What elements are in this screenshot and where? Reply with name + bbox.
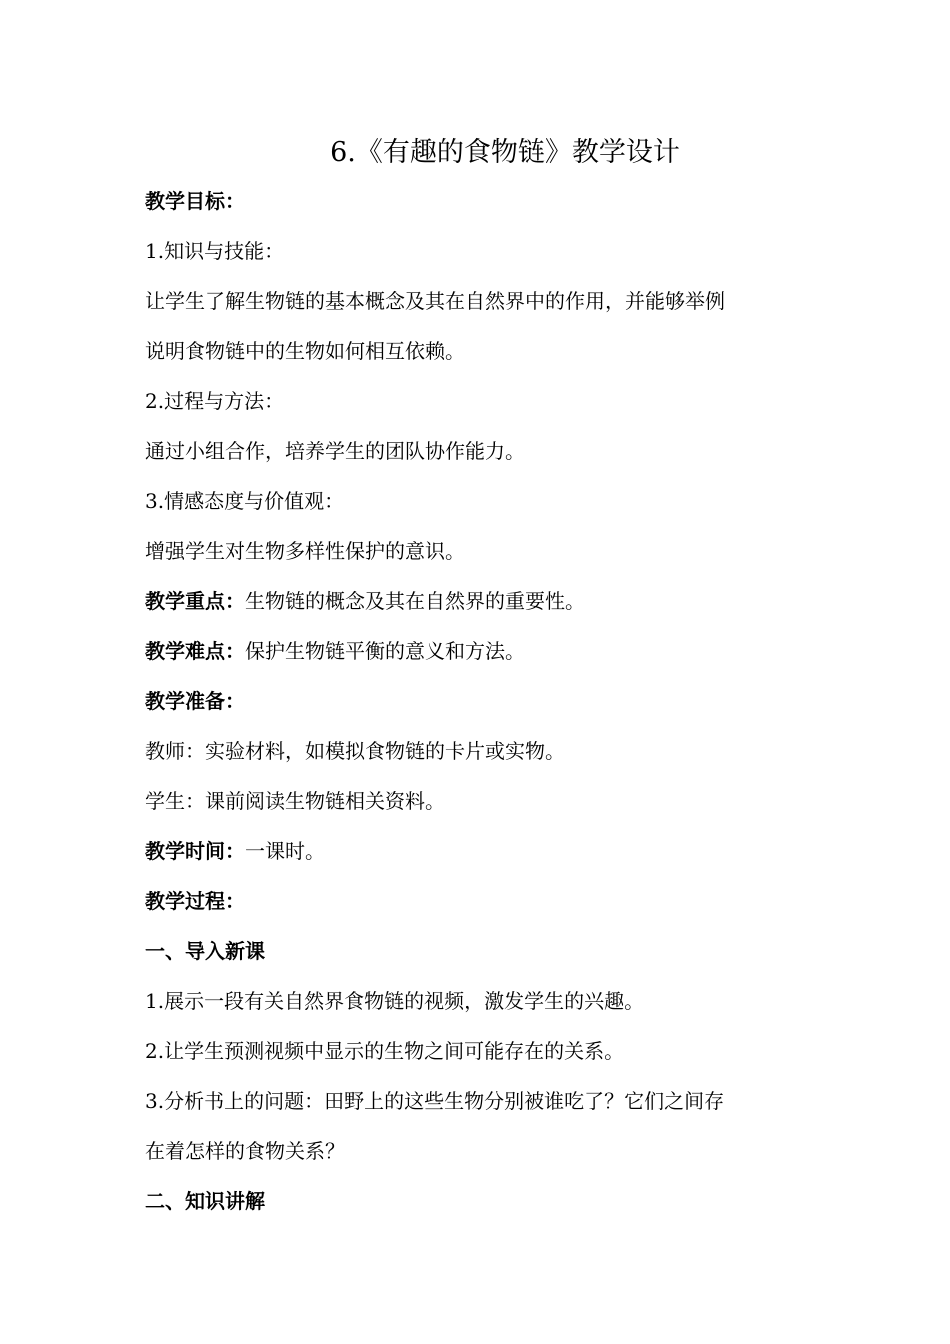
line-text: 2.过程与方法： [145,389,285,413]
line-label: 教学难点： [145,639,245,663]
list-item [145,1086,815,1116]
line-text: 教师：实验材料，如模拟食物链的卡片或实物。 [145,739,565,763]
line-text: 1.展示一段有关自然界食物链的视频，激发学生的兴趣。 [145,989,645,1013]
heading-teaching-time [145,836,815,866]
paragraph-line [145,736,815,766]
paragraph-line [145,536,815,566]
subheading-attitude-values [145,486,815,516]
line-text: 3.分析书上的问题：田野上的这些生物分别被谁吃了？它们之间存 [145,1089,725,1113]
section-heading-knowledge [145,1186,815,1216]
list-item [145,1036,815,1066]
line-label: 教学准备： [145,689,245,713]
paragraph-line [145,436,815,466]
line-label: 教学目标： [145,189,245,213]
list-item [145,986,815,1016]
line-text: 在着怎样的食物关系？ [145,1139,345,1163]
line-text: 3.情感态度与价值观： [145,489,345,513]
line-label: 教学过程： [145,889,245,913]
line-text: 保护生物链平衡的意义和方法。 [245,639,525,663]
line-text: 2.让学生预测视频中显示的生物之间可能存在的关系。 [145,1039,625,1063]
section-heading-introduction [145,936,815,966]
subheading-process-method [145,386,815,416]
line-text: 说明食物链中的生物如何相互依赖。 [145,339,465,363]
line-text: 增强学生对生物多样性保护的意识。 [145,539,465,563]
heading-teaching-goals [145,186,815,216]
line-label: 教学时间： [145,839,245,863]
heading-key-points [145,586,815,616]
heading-difficult-points [145,636,815,666]
document-title: 6.《有趣的食物链》教学设计 [330,137,680,168]
line-text: 学生：课前阅读生物链相关资料。 [145,789,445,813]
line-text: 让学生了解生物链的基本概念及其在自然界中的作用，并能够举例 [145,289,725,313]
heading-teaching-process [145,886,815,916]
subheading-knowledge-skills [145,236,815,266]
list-item-continuation [145,1136,815,1166]
line-label: 二、知识讲解 [145,1189,265,1213]
line-text: 生物链的概念及其在自然界的重要性。 [245,589,585,613]
line-text: 通过小组合作，培养学生的团队协作能力。 [145,439,525,463]
line-label: 教学重点： [145,589,245,613]
line-text: 1.知识与技能： [145,239,285,263]
line-label: 一、导入新课 [145,939,265,963]
line-text: 一课时。 [245,839,325,863]
paragraph-line [145,336,815,366]
paragraph-line [145,286,815,316]
paragraph-line [145,786,815,816]
heading-preparation [145,686,815,716]
